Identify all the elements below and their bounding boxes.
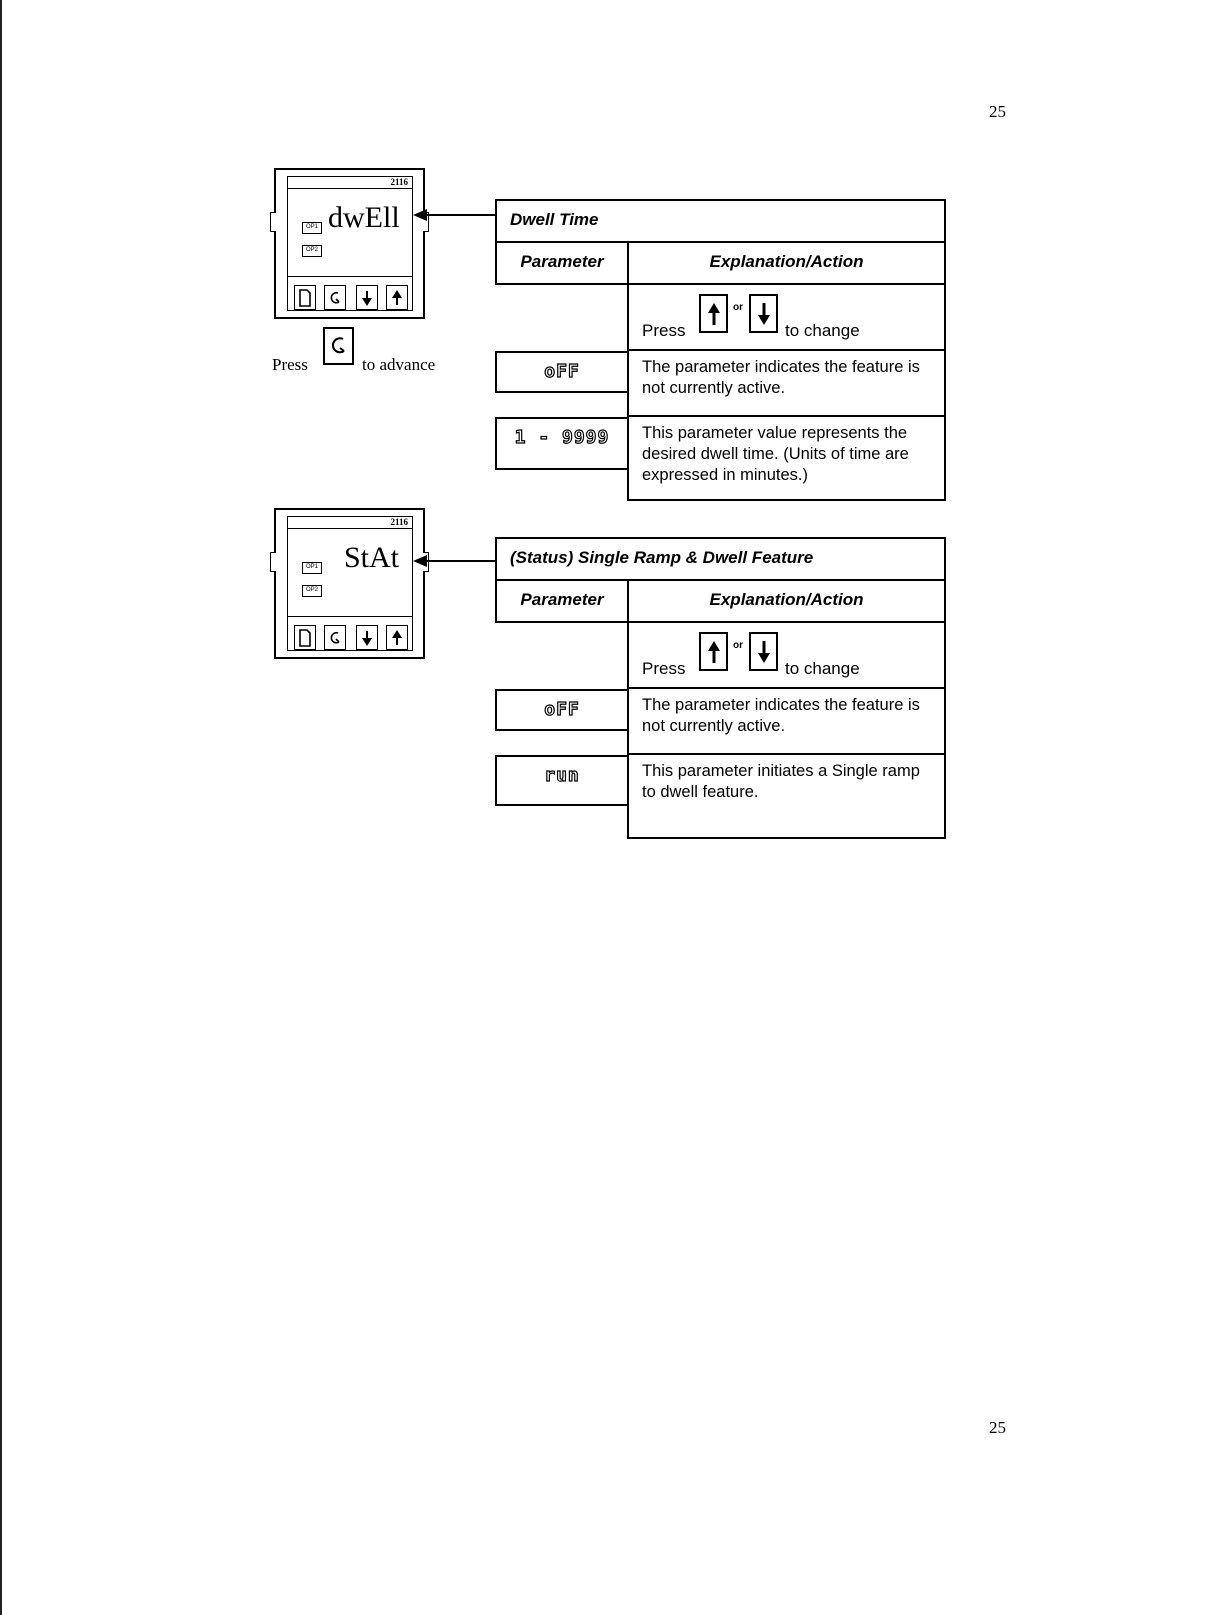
or-label: or	[733, 640, 743, 651]
up-arrow-key-icon	[391, 289, 403, 307]
op2-indicator: OP2	[302, 585, 322, 597]
table-title: (Status) Single Ramp & Dwell Feature	[495, 537, 946, 581]
press-to-change-cell	[627, 621, 946, 689]
page-number-bottom: 25	[989, 1418, 1006, 1437]
up-key	[699, 294, 728, 333]
expl-run: This parameter initiates a Single ramp to dwell feature.	[627, 753, 946, 839]
explanation-header: Explanation/Action	[627, 579, 946, 623]
up-key-button[interactable]	[386, 285, 408, 310]
controller-dwell	[274, 168, 425, 319]
press-label: Press	[642, 321, 686, 340]
to-change-label: to change	[785, 659, 860, 678]
page-key-icon	[298, 289, 312, 307]
down-key	[749, 632, 778, 671]
scroll-key-icon	[325, 329, 352, 363]
down-key	[749, 294, 778, 333]
press-label: Press	[642, 659, 686, 678]
param-off: oFF	[495, 351, 629, 393]
expl-off: The parameter indicates the feature is not currently active.	[627, 349, 946, 417]
scroll-key-icon	[328, 629, 342, 647]
model-number: 2116	[288, 177, 412, 189]
page-number-top: 25	[989, 102, 1006, 121]
parameter-header: Parameter	[495, 241, 629, 285]
controller-clip-left	[270, 552, 276, 572]
down-arrow-key-icon	[756, 301, 772, 327]
op2-indicator: OP2	[302, 245, 322, 257]
op1-indicator: OP1	[302, 562, 322, 574]
param-off: oFF	[495, 689, 629, 731]
up-arrow-key-icon	[391, 629, 403, 647]
controller-clip-left	[270, 212, 276, 232]
param-run: run	[495, 755, 629, 806]
down-key-button[interactable]	[356, 285, 378, 310]
down-arrow-key-icon	[361, 289, 373, 307]
parameter-header: Parameter	[495, 579, 629, 623]
page-key-button[interactable]	[294, 625, 316, 650]
to-change-label: to change	[785, 321, 860, 340]
page-edge	[0, 0, 2, 1615]
model-number: 2116	[288, 517, 412, 529]
op1-indicator: OP1	[302, 222, 322, 234]
scroll-key-button[interactable]	[324, 625, 346, 650]
table-title: Dwell Time	[495, 199, 946, 243]
advance-action-label: to advance	[362, 355, 436, 374]
press-to-change-cell	[627, 283, 946, 351]
down-key-button[interactable]	[356, 625, 378, 650]
expl-off: The parameter indicates the feature is not currently active.	[627, 687, 946, 755]
controller-display: StAt	[344, 541, 400, 574]
explanation-header: Explanation/Action	[627, 241, 946, 285]
pointer-line	[425, 560, 495, 562]
up-arrow-key-icon	[706, 639, 722, 665]
param-range: 1 - 9999	[495, 417, 629, 470]
controller-display: dwEll	[328, 201, 400, 234]
scroll-key-icon	[328, 289, 342, 307]
scroll-key-button[interactable]	[324, 285, 346, 310]
expl-range: This parameter value represents the desired dwell time. (Units of time are expressed in minutes.)	[627, 415, 946, 501]
page-key-button[interactable]	[294, 285, 316, 310]
up-key-button[interactable]	[386, 625, 408, 650]
pointer-line	[425, 214, 495, 216]
down-arrow-key-icon	[361, 629, 373, 647]
advance-press-label: Press	[272, 355, 308, 374]
up-key	[699, 632, 728, 671]
or-label: or	[733, 302, 743, 313]
advance-scroll-key	[323, 327, 354, 365]
page-key-icon	[298, 629, 312, 647]
up-arrow-key-icon	[706, 301, 722, 327]
down-arrow-key-icon	[756, 639, 772, 665]
controller-status	[274, 508, 425, 659]
